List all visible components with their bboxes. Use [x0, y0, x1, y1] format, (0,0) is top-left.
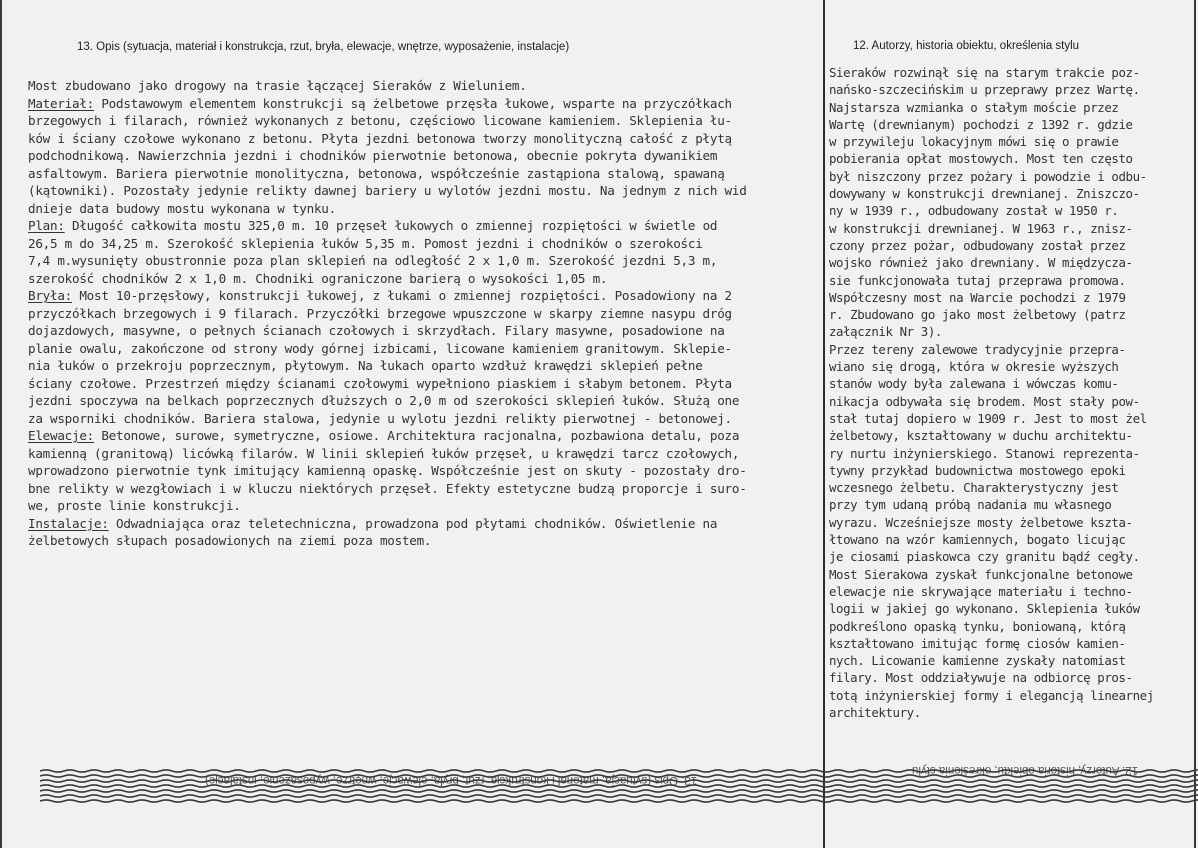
- history-line: w przywileju lokacyjnym mówi się o prawie: [829, 134, 1119, 150]
- description-line: [28, 410, 818, 428]
- description-line-text: Most zbudowano jako drogowy na trasie łączącej Sieraków z Wieluniem.: [28, 78, 527, 93]
- wave-line: [40, 800, 1198, 802]
- history-heading: 12. Autorzy, historia obiektu, określenia stylu: [853, 40, 1080, 52]
- description-line-text: dnieje data budowy mostu wykonana w tynku.: [28, 200, 336, 216]
- description-text: [28, 77, 818, 550]
- description-line: [28, 252, 818, 270]
- description-line-text: (kątowniki). Pozostały jedynie relikty dawnej bariery u wylotów jezdni mostu. Na jednym z nich wid: [28, 183, 747, 198]
- history-line: elewacje nie skrywające materiału i techno-: [829, 583, 1133, 599]
- description-line: [28, 270, 818, 288]
- history-line: stał tutaj dopiero w 1909 r. Jest to most żel: [829, 410, 1147, 426]
- description-line-text: 7,4 m.wysunięty obustronnie poza plan sklepień na odległość 2 x 1,0 m. Szerokość jezdni 5,3 m,: [28, 253, 718, 268]
- history-line: dowywany w konstrukcji drewnianej. Zniszczo-: [829, 186, 1140, 202]
- history-line: w konstrukcji drewnianej. W 1963 r., znisz-: [829, 220, 1133, 236]
- description-line: [28, 217, 818, 235]
- wave-line: [40, 790, 1198, 792]
- description-line-text: kamienną (granitową) licówką filarów. W linii sklepień łuków przęseł, u krawędzi tarcz czołowych,: [28, 445, 740, 461]
- history-line: Współczesny most na Warcie pochodzi z 1979: [829, 289, 1126, 305]
- description-line-text: za wsporniki chodników. Bariera stalowa, jedynie u wylotu jezdni relikty pierwotnej - betonowej.: [28, 410, 732, 426]
- history-line: nych. Licowanie kamienne zyskały natomiast: [829, 653, 1126, 669]
- history-line: ny w 1939 r., odbudowany został w 1950 r.: [829, 203, 1119, 219]
- description-line-text: dojazdowych, masywne, o pełnych ścianach czołowych i skrzydłach. Filary masywne, posadowione na: [28, 323, 725, 338]
- description-line: [28, 235, 818, 253]
- history-line: r. Zbudowano go jako most żelbetowy (patrz: [829, 307, 1126, 323]
- history-line: nikacja odbywała się brodem. Most stały pow-: [829, 393, 1140, 409]
- history-line: podkreślono opaską tynku, boniowaną, którą: [829, 618, 1126, 634]
- description-line-text: podchodnikową. Nawierzchnia jezdni i chodników pierwotnie betonowa, obecnie pokryta dywanikiem: [28, 148, 718, 163]
- history-line: Najstarsza wzmianka o stałym moście przez: [829, 99, 1119, 115]
- description-line: [28, 340, 818, 358]
- description-line: [28, 165, 818, 183]
- description-line: [28, 427, 818, 445]
- history-line: kształtowano imitując formę ciosów kamien-: [829, 635, 1126, 651]
- history-line: wyrazu. Wcześniejsze mosty żelbetowe kszta-: [829, 514, 1133, 530]
- section-label: Elewacje:: [28, 428, 94, 443]
- history-line: totą inżynierskiej formy i elegancją linearnej: [829, 687, 1154, 703]
- right-border: [1194, 0, 1196, 848]
- description-line: [28, 480, 818, 498]
- description-line: [28, 77, 818, 95]
- history-line: architektury.: [829, 704, 921, 720]
- history-text: [829, 64, 1193, 721]
- description-line-text: Odwadniająca oraz teletechniczna, prowadzona pod płytami chodników. Oświetlenie na: [108, 515, 718, 531]
- history-line: przy tym udaną próbą nadania mu własnego: [829, 497, 1112, 513]
- description-line-text: asfaltowym. Bariera pierwotnie monolityczna, betonowa, współcześnie zastąpiona stalową, spawaną: [28, 165, 725, 181]
- history-line: wiano się drogą, która w okresie wyższych: [829, 359, 1119, 375]
- history-line: Wartę (drewnianym) pochodzi z 1392 r. gdzie: [829, 116, 1133, 132]
- history-line: stanów wody była zalewana i wówczas komu-: [829, 376, 1119, 392]
- description-line: [28, 130, 818, 148]
- history-line: Sieraków rozwinął się na starym trakcie poz-: [829, 65, 1140, 80]
- history-line: nańsko-szczecińskim u przeprawy przez Wartę.: [829, 82, 1140, 98]
- history-line: tywny przykład budownictwa mostowego epoki: [829, 462, 1126, 478]
- description-line-text: żelbetowych słupach posadowionych na ziemi poza mostem.: [28, 533, 432, 548]
- description-line-text: nia łuków o przekroju poprzecznym, płytowym. Na łukach oparto wzdłuż krawędzi sklepień pełne: [28, 358, 703, 373]
- description-line-text: jezdni spoczywa na belkach poprzecznych dłuższych o 2,0 m od szerokości sklepień łuków. Służą one: [28, 393, 740, 408]
- history-line: załącznik Nr 3).: [829, 324, 942, 340]
- description-line: [28, 445, 818, 463]
- history-line: filary. Most oddziaływuje na odbiorcę pros-: [829, 670, 1133, 686]
- section-label: Materiał:: [28, 95, 94, 111]
- description-line: [28, 305, 818, 323]
- description-line: [28, 392, 818, 410]
- description-line-text: ków i ściany czołowe wykonano z betonu. Płyta jezdni betonowa tworzy monolityczną całość z płytą: [28, 130, 732, 146]
- description-line: [28, 287, 818, 305]
- description-line: [28, 112, 818, 130]
- history-line: logii w jakiej go wykonano. Sklepienia łuków: [829, 601, 1140, 617]
- history-line: ry nurtu inżynierskiego. Stanowi reprezenta-: [829, 445, 1140, 461]
- column-divider: [823, 0, 825, 848]
- description-line-text: bne relikty w wezgłowiach i w kluczu niektórych przęseł. Efekty estetyczne budzą proporcje i suro-: [28, 480, 747, 496]
- description-line: [28, 357, 818, 375]
- history-line: je ciosami piaskowca czy granitu bądź cegły.: [829, 549, 1140, 565]
- description-line: [28, 200, 818, 218]
- description-line-text: Betonowe, surowe, symetryczne, osiowe. Architektura racjonalna, pozbawiona detalu, poza: [94, 428, 740, 443]
- description-line-text: przyczółkach brzegowych i 9 filarach. Przyczółki brzegowe wpuszczone w skarpy ziemne nasypu dróg: [28, 305, 732, 321]
- history-line: czony przez pożar, odbudowany został przez: [829, 237, 1126, 253]
- history-line: łtowano na wzór kamiennych, bogato licując: [829, 532, 1126, 548]
- history-line: wojsko również jako drewniany. W międzycza-: [829, 255, 1133, 271]
- description-line: [28, 497, 818, 515]
- mirrored-description-heading: 13. Opis (sytuacja, materiał i konstrukcja, rzut, bryła, elewacje, wnętrze, wyposażenie, instalacje): [205, 774, 698, 786]
- description-line-text: brzegowych i filarach, również wykonanych z betonu, częściowo licowane kamieniem. Sklepienia łu-: [28, 113, 732, 128]
- description-line: [28, 147, 818, 165]
- history-line: wczesnego żelbetu. Charakterystyczny jest: [829, 480, 1119, 496]
- description-line: [28, 375, 818, 393]
- section-label: Bryła:: [28, 288, 72, 303]
- description-line-text: Podstawowym elementem konstrukcji są żelbetowe przęsła łukowe, wsparte na przyczółkach: [94, 95, 732, 111]
- mirrored-history-heading: 12. Autorzy, historia obiektu, określenia stylu: [912, 764, 1139, 776]
- history-line: Przez tereny zalewowe tradycyjnie przepra-: [829, 341, 1126, 357]
- description-line-text: ściany czołowe. Przestrzeń między ścianami czołowymi wypełniono piaskiem i słabym betonem. Płyta: [28, 375, 732, 391]
- description-line: [28, 95, 818, 113]
- description-line: [28, 462, 818, 480]
- description-line: [28, 182, 818, 200]
- history-line: był niszczony przez pożary i powodzie i odbu-: [829, 168, 1147, 184]
- wave-line: [40, 795, 1198, 797]
- description-line-text: we, proste linie konstrukcji.: [28, 498, 241, 513]
- section-label: Instalacje:: [28, 515, 109, 531]
- description-line-text: wprowadzono pierwotnie tynk imitujący kamienną opaskę. Współcześnie jest on skuty - pozostały dro-: [28, 463, 747, 478]
- description-line: [28, 322, 818, 340]
- description-line-text: Długość całkowita mostu 325,0 m. 10 przęseł łukowych o zmiennej rozpiętości w świetle od: [64, 218, 718, 233]
- history-line: żelbetowy, kształtowany w duchu architektu-: [829, 428, 1133, 444]
- description-line-text: Most 10-przęsłowy, konstrukcji łukowej, z łukami o zmiennej rozpiętości. Posadowiony na 2: [72, 288, 732, 303]
- section-label: Plan:: [28, 218, 65, 233]
- description-line-text: planie owalu, zakończone od strony wody górnej izbicami, licowane kamieniem granitowym. Sklepie-: [28, 340, 732, 356]
- description-heading: 13. Opis (sytuacja, materiał i konstrukcja, rzut, bryła, elewacje, wnętrze, wyposażenie, instalacje): [77, 41, 570, 53]
- description-line: [28, 532, 818, 550]
- description-line-text: szerokość chodników 2 x 1,0 m. Chodniki ograniczone barierą o wysokości 1,05 m.: [28, 270, 608, 286]
- description-line-text: 26,5 m do 34,25 m. Szerokość sklepienia łuków 5,35 m. Pomost jezdni i chodników o szerokości: [28, 235, 703, 251]
- history-line: pobierania opłat mostowych. Most ten często: [829, 151, 1133, 167]
- history-line: Most Sierakowa zyskał funkcjonalne betonowe: [829, 566, 1133, 582]
- description-line: [28, 515, 818, 533]
- history-line: sie funkcjonowała tutaj przeprawa promowa.: [829, 272, 1126, 288]
